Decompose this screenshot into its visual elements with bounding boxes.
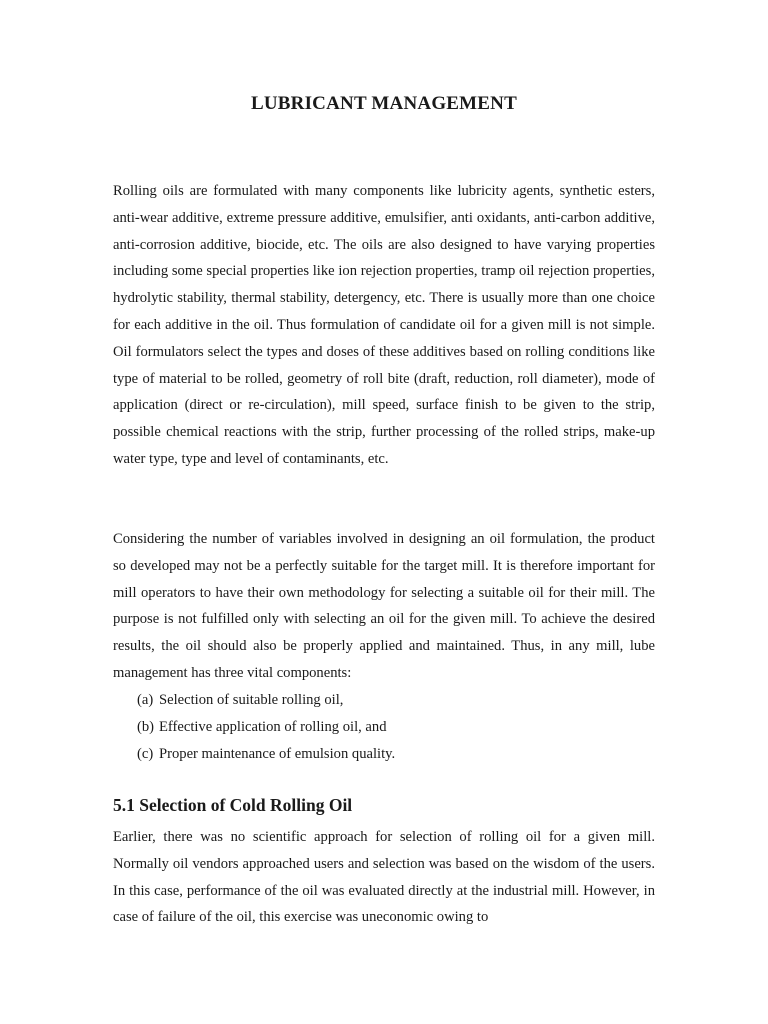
list-item [137, 687, 395, 714]
paragraph-intro: Rolling oils are formulated with many components like lubricity agents, synthetic esters, anti-wear additive, extreme pressure additive, emulsifier, anti oxidants, anti-carbon additive, anti-corrosion additive, biocide, etc. The oils are also designed to have varying properties including some special properties like ion rejection properties, tramp oil rejection properties, hydrolytic stability, thermal stability, detergency, etc. There is usually more than one choice for each additive in the oil. Thus formulation of candidate oil for a given mill is not simple. Oil formulators select the types and doses of these additives based on rolling conditions like type of material to be rolled, geometry of roll bite (draft, reduction, roll diameter), mode of application (direct or re-circulation), mill speed, surface finish to be given to the strip, possible chemical reactions with the strip, further processing of the rolled strips, make-up water type, type and level of contaminants, etc. [113, 183, 655, 467]
list-marker: (b) [137, 719, 155, 735]
list-item-text: Proper maintenance of emulsion quality. [159, 746, 396, 762]
list-item [137, 741, 395, 768]
paragraph-section: Earlier, there was no scientific approach for selection of rolling oil for a given mill. Normally oil vendors approached users and selection was based on the wisdom of the users. In this case, performance of the oil was evaluated directly at the industrial mill. However, in case of failure of the oil, this exercise was uneconomic owing to [113, 829, 655, 926]
paragraph-considerations: Considering the number of variables involved in designing an oil formulation, the product so developed may not be a perfectly suitable for the target mill. It is therefore important for mill operators to have their own methodology for selecting a suitable oil for their mill. The purpose is not fulfilled only with selecting an oil for the given mill. To achieve the desired results, the oil should also be properly applied and maintained. Thus, in any mill, lube management has three vital components: [113, 531, 655, 681]
list-marker: (a) [137, 692, 154, 708]
page-title: LUBRICANT MANAGEMENT [251, 93, 517, 114]
list-marker: (c) [137, 746, 154, 762]
list-item-text: Effective application of rolling oil, and [159, 719, 387, 735]
list-item [137, 714, 395, 741]
list-item-text: Selection of suitable rolling oil, [159, 692, 344, 708]
section-heading: 5.1 Selection of Cold Rolling Oil [113, 795, 353, 815]
components-list [137, 687, 395, 768]
